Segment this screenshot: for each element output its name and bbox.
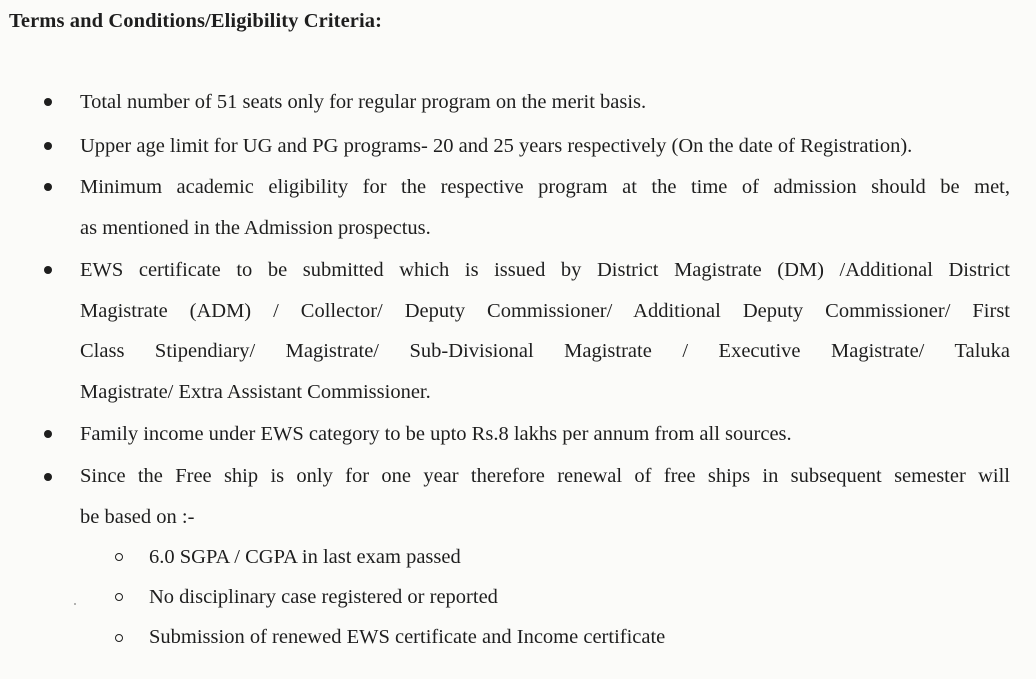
criteria-text-line: Upper age limit for UG and PG programs- 20 and 25 years respectively (On the date of Registration).: [80, 135, 913, 157]
criteria-text-line: Minimum academic eligibility for the respective program at the time of admission should be met,: [80, 176, 1010, 198]
bullet-icon: [44, 98, 52, 106]
criteria-text-line: Magistrate/ Extra Assistant Commissioner.: [80, 380, 431, 403]
renewal-condition-certificates: Submission of renewed EWS certificate and Income certificate: [149, 626, 666, 648]
criteria-text-line: EWS certificate to be submitted which is issued by District Magistrate (DM) /Additional District: [80, 259, 1010, 281]
criteria-text-line: Total number of 51 seats only for regular program on the merit basis.: [80, 91, 647, 113]
bullet-icon: [44, 266, 52, 274]
renewal-condition-sgpa: 6.0 SGPA / CGPA in last exam passed: [149, 546, 461, 568]
criteria-item-seats: [80, 82, 1010, 123]
hollow-bullet-icon: [115, 593, 123, 601]
criteria-item-academic-eligibility: [80, 167, 1010, 248]
criteria-text-line: Magistrate (ADM) / Collector/ Deputy Commissioner/ Additional Deputy Commissioner/ First: [80, 299, 1010, 322]
criteria-text-line: Class Stipendiary/ Magistrate/ Sub-Divisional Magistrate / Executive Magistrate/ Taluka: [80, 340, 1010, 362]
criteria-text-line: Since the Free ship is only for one year therefore renewal of free ships in subsequent semester will: [80, 465, 1010, 487]
bullet-icon: [44, 473, 52, 481]
section-heading: Terms and Conditions/Eligibility Criteria:: [9, 10, 383, 32]
renewal-condition-disciplinary: No disciplinary case registered or reported: [149, 586, 498, 608]
criteria-item-freeship-renewal: [80, 456, 1010, 537]
bullet-icon: [44, 183, 52, 191]
criteria-item-age-limit: [80, 126, 1010, 167]
hollow-bullet-icon: [115, 634, 123, 642]
bullet-icon: [44, 142, 52, 150]
criteria-text-line: as mentioned in the Admission prospectus.: [80, 216, 431, 239]
hollow-bullet-icon: [115, 553, 123, 561]
bullet-icon: [44, 430, 52, 438]
criteria-text-line: be based on :-: [80, 505, 195, 528]
criteria-item-ews-certificate: [80, 250, 1010, 412]
scan-speck: [74, 603, 76, 605]
criteria-item-family-income: [80, 414, 1010, 455]
criteria-text-line: Family income under EWS category to be upto Rs.8 lakhs per annum from all sources.: [80, 423, 792, 445]
